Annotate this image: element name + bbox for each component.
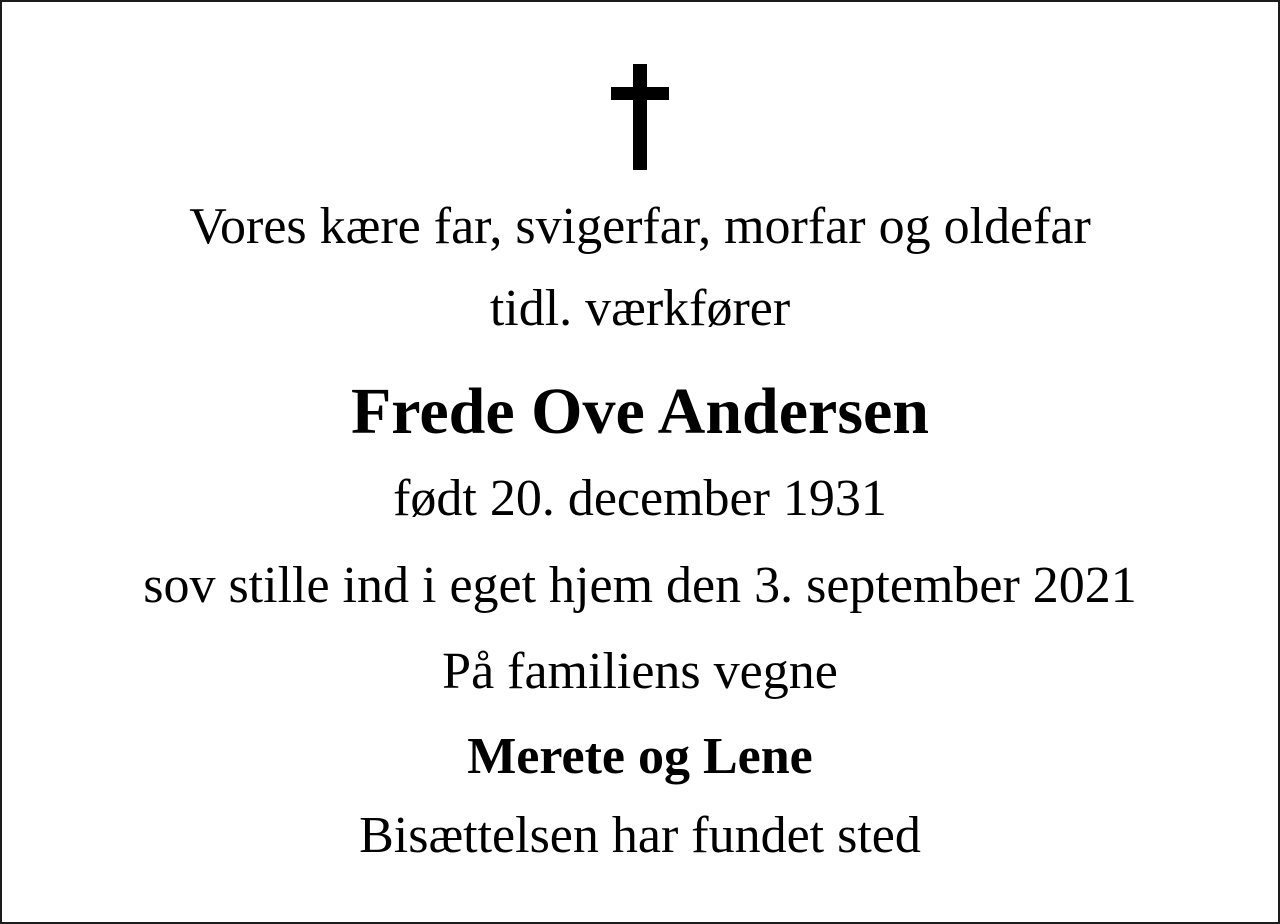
cross-vertical-bar — [633, 64, 647, 170]
former-occupation-line: tidl. værkfører — [489, 280, 791, 337]
cross-icon — [611, 64, 669, 170]
family-names-line: Merete og Lene — [467, 728, 813, 785]
death-date-line: sov stille ind i eget hjem den 3. september 2021 — [143, 557, 1137, 614]
closing-line: Bisættelsen har fundet sted — [359, 807, 921, 864]
cross-horizontal-bar — [611, 87, 669, 100]
deceased-name: Frede Ove Andersen — [350, 375, 930, 448]
intro-line: Vores kære far, svigerfar, morfar og oldefar — [189, 198, 1091, 255]
on-behalf-line: På familiens vegne — [442, 643, 838, 700]
birth-date-line: født 20. december 1931 — [393, 470, 887, 527]
